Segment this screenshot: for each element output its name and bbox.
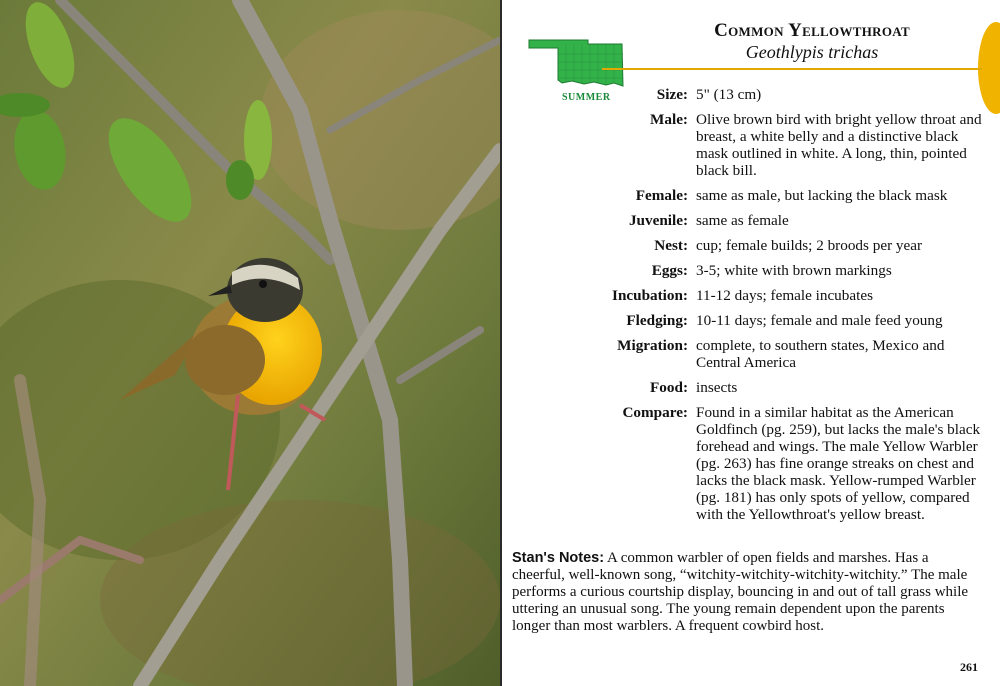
fact-female (502, 187, 1000, 204)
fact-value: 5" (13 cm) (696, 86, 762, 103)
stans-notes (512, 550, 984, 635)
fact-value: 11-12 days; female incubates (696, 287, 873, 304)
fact-label: Male: (650, 111, 688, 128)
fact-label: Food: (650, 379, 688, 396)
facts-list (502, 86, 1000, 531)
fact-label: Compare: (622, 404, 688, 421)
notes-label: Stan's Notes: (512, 550, 605, 566)
fact-value: 3-5; white with brown markings (696, 262, 892, 279)
season-label: SUMMER (562, 92, 611, 103)
fact-label: Size: (656, 86, 688, 103)
fact-value: same as male, but lacking the black mask (696, 187, 948, 204)
fact-value: cup; female builds; 2 broods per year (696, 237, 923, 254)
title-rule (602, 68, 982, 70)
fact-label: Incubation: (612, 287, 688, 304)
fact-migration (502, 337, 1000, 371)
fact-value: complete, to southern states, Mexico and Central America (696, 337, 945, 371)
fact-value: insects (696, 379, 738, 396)
fact-label: Eggs: (651, 262, 688, 279)
fact-size (502, 86, 1000, 103)
fact-label: Juvenile: (628, 212, 688, 229)
fact-incubation (502, 287, 1000, 304)
fact-label: Female: (635, 187, 688, 204)
fact-nest (502, 237, 1000, 254)
fact-juvenile (502, 212, 1000, 229)
notes-text: A common warbler of open fields and marshes. Has a cheerful, well-known song, “witchity-witchity-witchity-witchity.” The male performs a curious courtship display, bouncing in and out of tall grass while uttering an unusual song. The young remain dependent upon the parents longer than most warblers. A frequent cowbird host. (512, 550, 969, 634)
fact-value: 10-11 days; female and male feed young (696, 312, 943, 329)
fact-value: Olive brown bird with bright yellow throat and breast, a white belly and a distinctive black mask outlined in white. A long, thin, pointed black bill. (696, 111, 982, 179)
fact-male (502, 111, 1000, 179)
fact-value: same as female (696, 212, 789, 229)
page-number: 261 (960, 660, 978, 674)
fact-food (502, 379, 1000, 396)
fact-eggs (502, 262, 1000, 279)
species-title (652, 20, 972, 62)
scientific-name: Geothlypis trichas (745, 42, 879, 62)
fact-compare (502, 404, 1000, 523)
fact-value: Found in a similar habitat as the American Goldfinch (pg. 259), but lacks the male's black forehead and wings. The male Yellow Warbler (pg. 263) has fine orange streaks on chest and lacks the black mask. Yellow-rumped Warbler (pg. 181) has only spots of yellow, compared with the Yellowthroat's yellow breast. (696, 404, 981, 523)
fact-label: Fledging: (626, 312, 688, 329)
species-page (502, 0, 1000, 686)
fact-fledging (502, 312, 1000, 329)
fact-label: Nest: (654, 237, 688, 254)
common-name: Common Yellowthroat (714, 20, 910, 41)
oklahoma-range-map-icon (528, 38, 624, 93)
fact-label: Migration: (617, 337, 688, 354)
